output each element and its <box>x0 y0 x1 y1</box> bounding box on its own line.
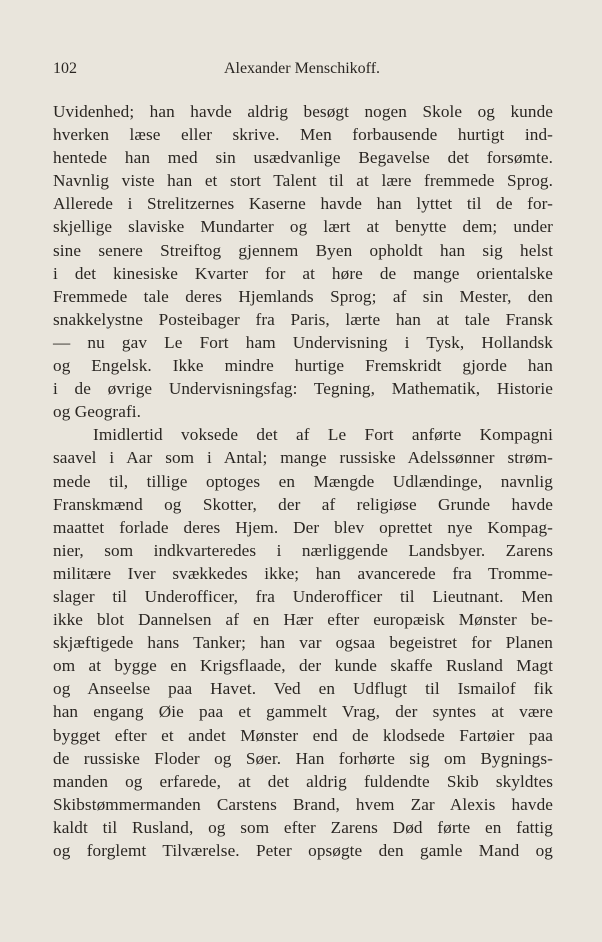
text-line: hverken læse eller skrive. Men forbausende hurtigt ind- <box>53 125 553 145</box>
text-line: og Geografi. <box>53 402 142 422</box>
text-line: Uvidenhed; han havde aldrig besøgt nogen Skole og kunde <box>53 102 553 121</box>
text-line: nier, som indkvarteredes i nærliggende Landsbyer. Zarens <box>53 540 553 560</box>
text-line: bygget efter et andet Mønster end de klodsede Fartøier paa <box>53 725 553 745</box>
text-line: mede til, tillige optoges en Mængde Udlændinge, navnlig <box>53 471 553 491</box>
text-line: skjellige slaviske Mundarter og lært at benytte dem; under <box>53 217 553 237</box>
text-line: Imidlertid voksede det af Le Fort anførte Kompagni <box>93 425 553 445</box>
text-line: om at bygge en Krigsflaade, der kunde skaffe Rusland Magt <box>53 656 553 676</box>
text-line: manden og erfarede, at det aldrig fuldendte Skib skyldtes <box>53 771 553 791</box>
paragraph <box>53 100 553 423</box>
text-line: sine senere Streiftog gjennem Byen opholdt han sig helst <box>53 240 553 260</box>
text-line: slager til Underofficer, fra Underofficer til Lieutnant. Men <box>53 586 553 606</box>
text-line: militære Iver svækkedes ikke; han avancerede fra Tromme- <box>53 563 553 583</box>
text-line: skjæftigede hans Tanker; han var ogsaa begeistret for Planen <box>53 633 553 653</box>
text-line: og Engelsk. Ikke mindre hurtige Fremskridt gjorde han <box>53 356 553 376</box>
body-text <box>53 100 553 862</box>
text-line: de russiske Floder og Søer. Han forhørte sig om Bygnings- <box>53 748 553 768</box>
text-line: kaldt til Rusland, og som efter Zarens Død førte en fattig <box>53 817 553 837</box>
text-line: saavel i Aar som i Antal; mange russiske Adelssønner strøm- <box>53 448 553 468</box>
text-line: Franskmænd og Skotter, der af religiøse Grunde havde <box>53 494 553 514</box>
text-line: Navnlig viste han et stort Talent til at lære fremmede Sprog. <box>53 171 553 191</box>
page-header <box>53 60 551 84</box>
text-line: ikke blot Dannelsen af en Hær efter europæisk Mønster be- <box>53 610 553 630</box>
paragraph <box>53 423 553 862</box>
running-head: Alexander Menschikoff. <box>223 60 381 77</box>
text-line: og forglemt Tilværelse. Peter opsøgte den gamle Mand og <box>53 841 553 860</box>
text-line: i de øvrige Undervisningsfag: Tegning, Mathematik, Historie <box>53 379 553 399</box>
text-line: Allerede i Strelitzernes Kaserne havde han lyttet til de for- <box>53 194 553 214</box>
page-number: 102 <box>53 60 77 77</box>
text-line: i det kinesiske Kvarter for at høre de mange orientalske <box>53 263 553 283</box>
text-line: maattet forlade deres Hjem. Der blev oprettet nye Kompag- <box>53 517 553 537</box>
text-line: Skibstømmermanden Carstens Brand, hvem Zar Alexis havde <box>53 794 553 814</box>
text-line: Fremmede tale deres Hjemlands Sprog; af sin Mester, den <box>53 286 553 306</box>
text-line: og Anseelse paa Havet. Ved en Udflugt til Ismailof fik <box>53 679 553 699</box>
text-line: snakkelystne Posteibager fra Paris, lærte han at tale Fransk <box>53 309 553 329</box>
text-line: — nu gav Le Fort ham Undervisning i Tysk, Hollandsk <box>53 332 553 352</box>
text-line: hentede han med sin usædvanlige Begavelse det forsømte. <box>53 148 553 168</box>
text-line: han engang Øie paa et gammelt Vrag, der syntes at være <box>53 702 553 722</box>
